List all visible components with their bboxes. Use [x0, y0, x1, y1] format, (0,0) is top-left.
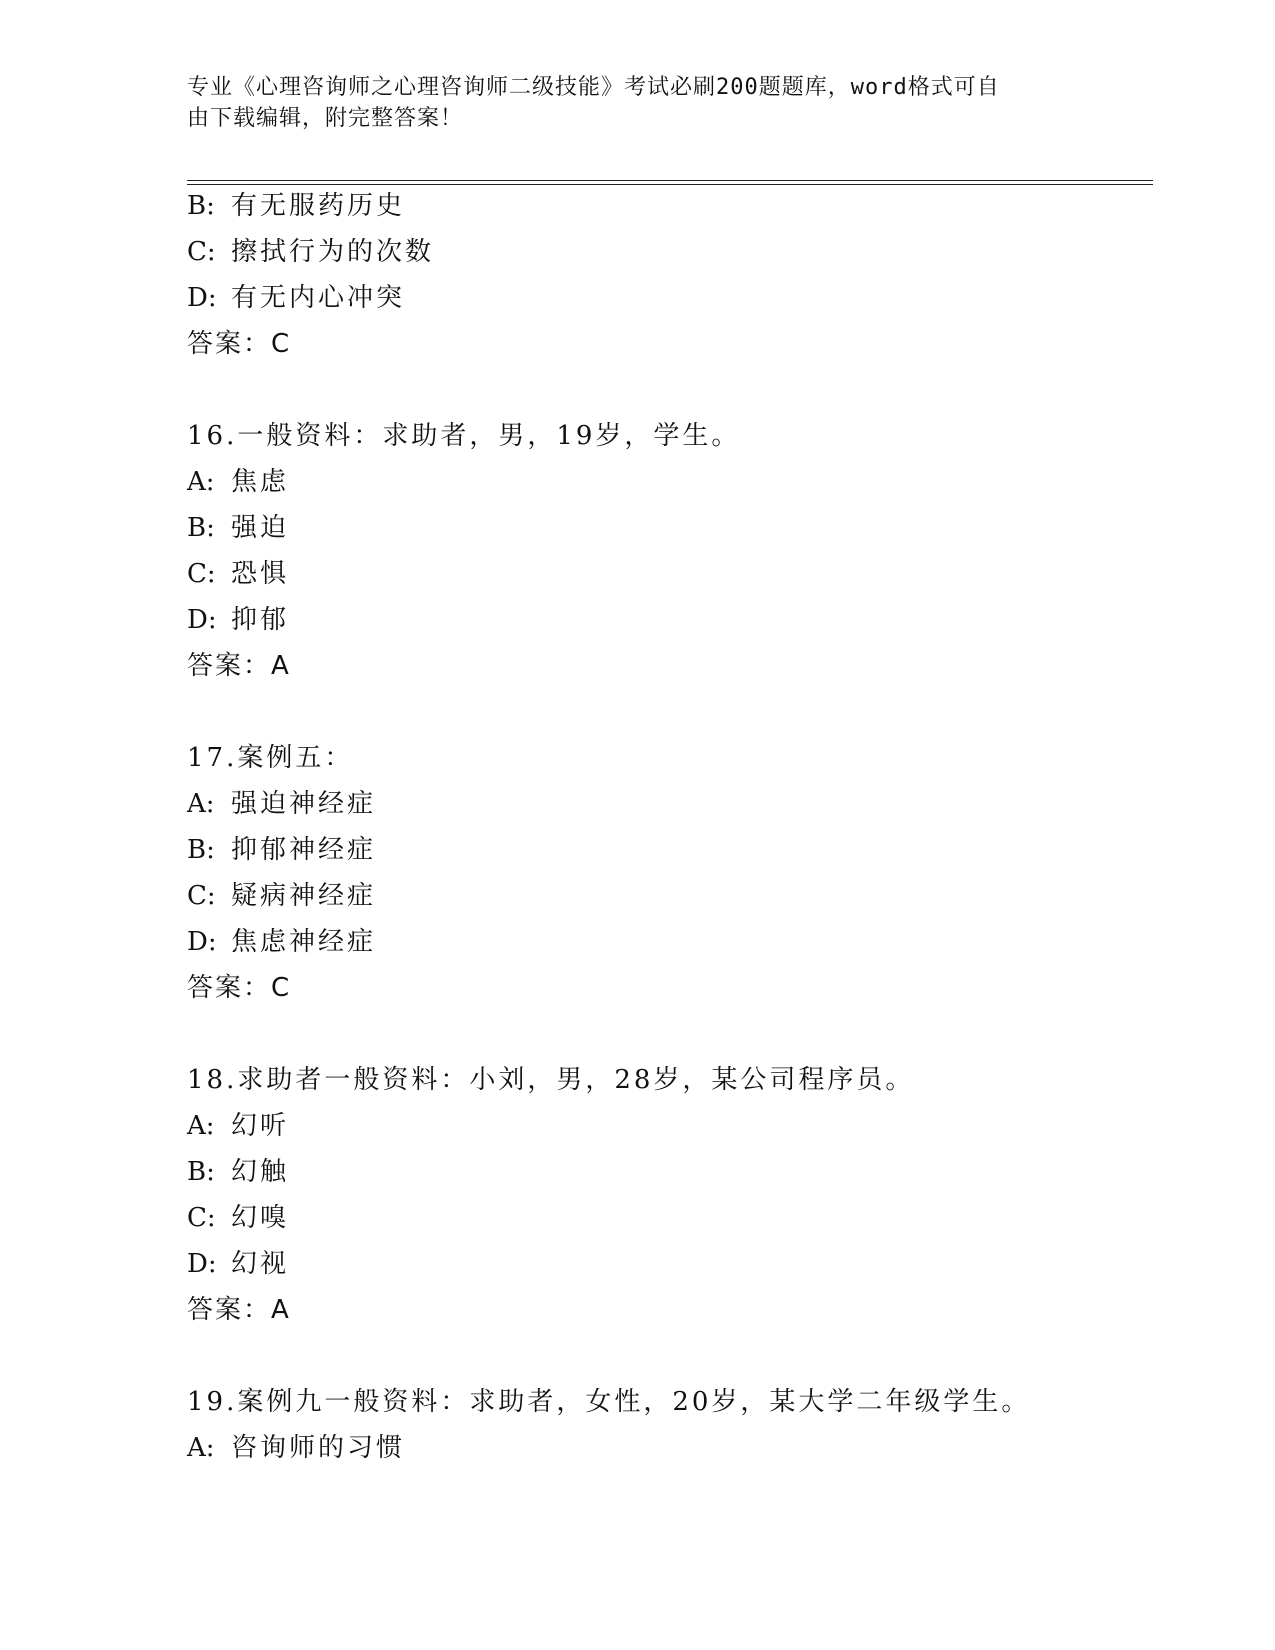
- question-stem: 18.求助者一般资料：小刘，男，28岁，某公司程序员。: [187, 1065, 915, 1095]
- header-line-2: 由下载编辑，附完整答案！: [187, 106, 464, 131]
- option-c: [187, 236, 1147, 282]
- option-b: [187, 834, 1147, 880]
- question-stem: 19.案例九一般资料：求助者，女性，20岁，某大学二年级学生。: [187, 1387, 1031, 1417]
- option-a: [187, 1110, 1147, 1156]
- option-text: 抑郁: [231, 605, 290, 635]
- option-c: [187, 880, 1147, 926]
- option-letter: C:: [187, 559, 216, 589]
- option-letter: C:: [187, 237, 216, 267]
- option-letter: A:: [187, 789, 215, 819]
- option-d: [187, 1248, 1147, 1294]
- option-letter: D:: [187, 927, 217, 957]
- answer: 答案：C: [187, 973, 292, 1003]
- option-text: 恐惧: [231, 559, 290, 589]
- question-16: [187, 420, 1147, 696]
- question-stem: 16.一般资料：求助者，男，19岁，学生。: [187, 421, 741, 451]
- option-b: [187, 190, 1147, 236]
- option-letter: B:: [187, 1157, 215, 1187]
- header-rule-bottom: [187, 184, 1153, 185]
- option-letter: D:: [187, 605, 217, 635]
- option-letter: A:: [187, 1433, 215, 1463]
- document-header: [187, 72, 1067, 134]
- option-text: 幻嗅: [231, 1203, 290, 1233]
- option-text: 强迫: [231, 513, 290, 543]
- option-c: [187, 558, 1147, 604]
- option-text: 有无服药历史: [231, 191, 406, 221]
- option-letter: B:: [187, 191, 215, 221]
- option-text: 有无内心冲突: [231, 283, 406, 313]
- answer: 答案：A: [187, 651, 291, 681]
- question-19: [187, 1386, 1147, 1478]
- option-text: 幻听: [231, 1111, 290, 1141]
- answer: 答案：A: [187, 1295, 291, 1325]
- option-letter: A:: [187, 467, 215, 497]
- spacer: [187, 1340, 1147, 1386]
- option-a: [187, 466, 1147, 512]
- spacer: [187, 1018, 1147, 1064]
- option-letter: D:: [187, 283, 217, 313]
- option-c: [187, 1202, 1147, 1248]
- question-18: [187, 1064, 1147, 1340]
- spacer: [187, 374, 1147, 420]
- option-a: [187, 788, 1147, 834]
- option-text: 强迫神经症: [231, 789, 377, 819]
- option-letter: C:: [187, 881, 216, 911]
- option-d: [187, 926, 1147, 972]
- option-b: [187, 1156, 1147, 1202]
- question-list: [187, 190, 1147, 1478]
- option-d: [187, 282, 1147, 328]
- option-d: [187, 604, 1147, 650]
- option-a: [187, 1432, 1147, 1478]
- option-letter: D:: [187, 1249, 217, 1279]
- option-letter: B:: [187, 513, 215, 543]
- option-letter: C:: [187, 1203, 216, 1233]
- option-text: 疑病神经症: [231, 881, 377, 911]
- answer: 答案：C: [187, 329, 292, 359]
- option-letter: B:: [187, 835, 215, 865]
- option-text: 抑郁神经症: [231, 835, 377, 865]
- question-15: [187, 190, 1147, 374]
- header-line-1: 专业《心理咨询师之心理咨询师二级技能》考试必刷200题题库，word格式可自: [187, 75, 1000, 100]
- header-rule-top: [187, 180, 1153, 181]
- option-letter: A:: [187, 1111, 215, 1141]
- option-b: [187, 512, 1147, 558]
- option-text: 幻视: [231, 1249, 290, 1279]
- spacer: [187, 696, 1147, 742]
- option-text: 擦拭行为的次数: [231, 237, 435, 267]
- option-text: 幻触: [231, 1157, 290, 1187]
- question-17: [187, 742, 1147, 1018]
- question-stem: 17.案例五：: [187, 743, 354, 773]
- option-text: 焦虑神经症: [231, 927, 377, 957]
- option-text: 咨询师的习惯: [231, 1433, 406, 1463]
- option-text: 焦虑: [231, 467, 290, 497]
